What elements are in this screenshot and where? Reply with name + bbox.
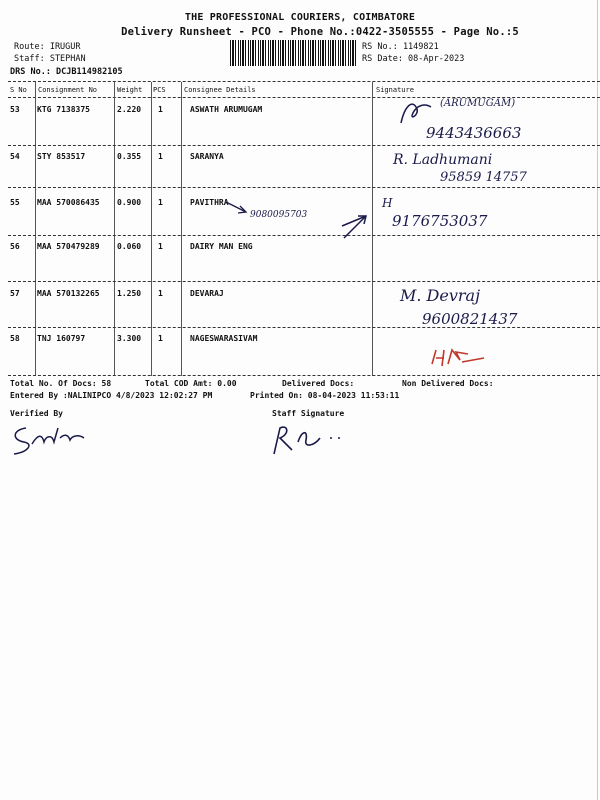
printed-on: Printed On: 08-04-2023 11:53:11 <box>250 391 400 400</box>
row-weight: 3.300 <box>117 334 142 343</box>
drs-number: DRS No.: DCJB114982105 <box>10 67 123 77</box>
col-sep <box>114 82 115 376</box>
col-header-consignee: Consignee Details <box>184 86 256 94</box>
row-consignee: DEVARAJ <box>190 289 224 298</box>
row-rule <box>8 145 600 146</box>
staff-label: Staff: STEPHAN <box>14 54 86 64</box>
rs-date: RS Date: 08-Apr-2023 <box>362 54 465 64</box>
arrow-icon <box>222 196 372 248</box>
row-rule <box>8 281 600 282</box>
runsheet-subtitle: Delivery Runsheet - PCO - Phone No.:0422-3505555 - Page No.:5 <box>121 26 519 38</box>
handwritten-phone: 9600821437 <box>422 310 518 328</box>
row-consignee: PAVITHRA <box>190 198 229 207</box>
row-sno: 55 <box>10 198 20 207</box>
verified-by-label: Verified By <box>10 409 63 418</box>
row-consignment: STY 853517 <box>37 152 86 161</box>
staff-signature-label: Staff Signature <box>272 409 345 418</box>
row-sno: 56 <box>10 242 20 251</box>
row-pcs: 1 <box>158 242 163 251</box>
barcode <box>230 40 356 66</box>
handwritten-note: 9080095703 <box>250 210 308 220</box>
total-docs: Total No. Of Docs: 58 <box>10 379 112 388</box>
row-pcs: 1 <box>158 289 163 298</box>
table-bottom-rule <box>8 375 600 376</box>
rs-number: RS No.: 1149821 <box>362 42 439 52</box>
row-consignee: DAIRY MAN ENG <box>190 242 253 251</box>
row-pcs: 1 <box>158 152 163 161</box>
col-sep <box>35 82 36 376</box>
row-pcs: 1 <box>158 105 163 114</box>
entered-by: Entered By :NALINIPCO 4/8/2023 12:02:27 PM <box>10 391 213 400</box>
staff-signature <box>266 420 366 460</box>
row-pcs: 1 <box>158 334 163 343</box>
row-sno: 53 <box>10 105 20 114</box>
col-sep <box>151 82 152 376</box>
row-sno: 57 <box>10 289 20 298</box>
row-pcs: 1 <box>158 198 163 207</box>
row-consignment: MAA 570132265 <box>37 289 100 298</box>
row-weight: 2.220 <box>117 105 142 114</box>
row-consignment: TNJ 160797 <box>37 334 86 343</box>
total-cod: Total COD Amt: 0.00 <box>145 379 237 388</box>
row-weight: 0.355 <box>117 152 142 161</box>
col-header-signature: Signature <box>376 86 414 94</box>
handwritten-name: (ARUMUGAM) <box>440 98 516 109</box>
col-header-sno: S No <box>10 86 27 94</box>
verifier-signature <box>8 420 108 460</box>
row-consignment: MAA 570086435 <box>37 198 100 207</box>
delivered-docs: Delivered Docs: <box>282 379 355 388</box>
col-sep <box>372 82 373 376</box>
page-edge <box>597 0 598 800</box>
non-delivered-docs: Non Delivered Docs: <box>402 379 494 388</box>
row-weight: 0.060 <box>117 242 142 251</box>
row-consignment: KTG 7138375 <box>37 105 90 114</box>
row-sno: 58 <box>10 334 20 343</box>
row-rule <box>8 187 600 188</box>
row-consignee: ASWATH ARUMUGAM <box>190 105 263 114</box>
row-sno: 54 <box>10 152 20 161</box>
company-title: THE PROFESSIONAL COURIERS, COIMBATORE <box>184 12 416 23</box>
handwritten-name: M. Devraj <box>400 286 481 305</box>
row-weight: 1.250 <box>117 289 142 298</box>
handwritten-initials: H <box>382 196 393 210</box>
handwritten-phone: 9443436663 <box>426 124 522 142</box>
col-sep <box>181 82 182 376</box>
row-consignment: MAA 570479289 <box>37 242 100 251</box>
col-header-pcs: PCS <box>153 86 166 94</box>
row-consignee: SARANYA <box>190 152 224 161</box>
col-header-weight: Weight <box>117 86 143 94</box>
handwritten-name: R. Ladhumani <box>393 152 493 168</box>
row-consignee: NAGESWARASIVAM <box>190 334 258 343</box>
red-stamp-mark <box>428 346 490 370</box>
route-label: Route: IRUGUR <box>14 42 81 52</box>
handwritten-phone: 95859 14757 <box>440 170 527 185</box>
col-header-consignment: Consignment No <box>38 86 98 94</box>
handwritten-phone: 9176753037 <box>392 212 488 230</box>
table-top-rule <box>8 81 600 82</box>
row-weight: 0.900 <box>117 198 142 207</box>
